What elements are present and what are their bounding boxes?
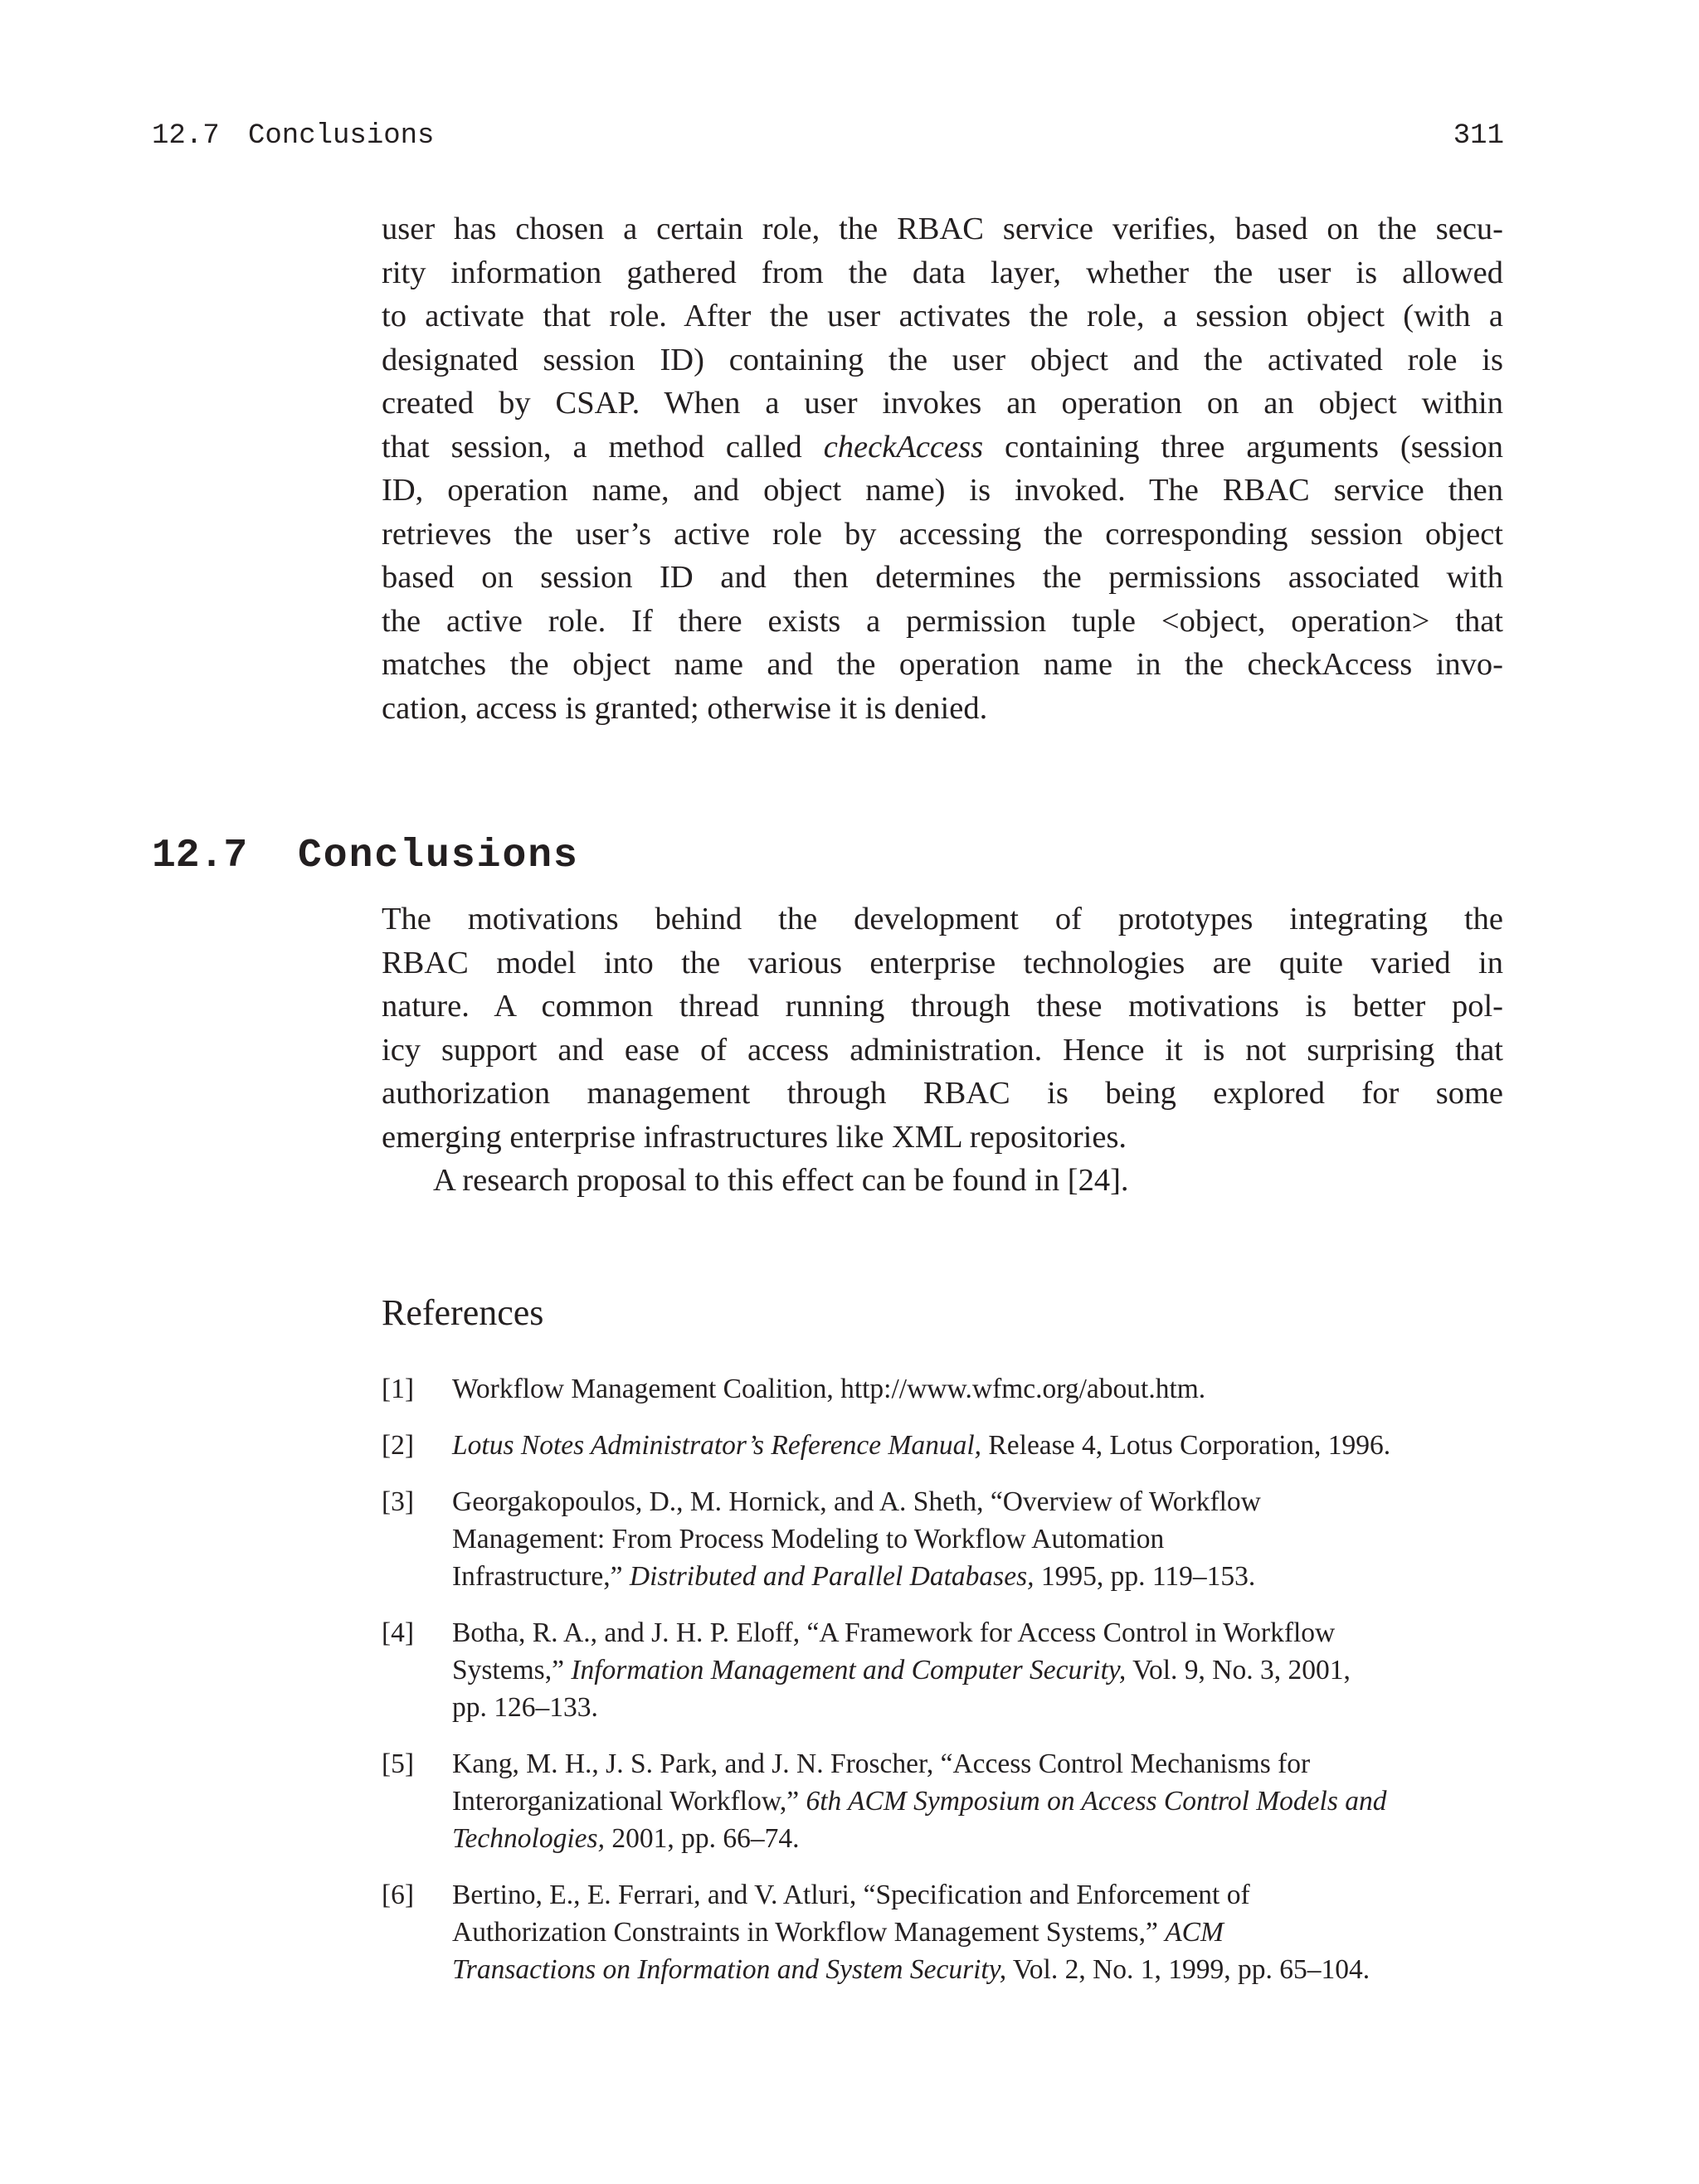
reference-details: Vol. 2, No. 1, 1999, pp. 65–104. — [1006, 1954, 1370, 1985]
reference-list — [382, 1370, 1503, 2007]
reference-item — [382, 1876, 1503, 1988]
body-line: matches the object name and the operation name in the checkAccess invo- — [382, 647, 1503, 682]
reference-item — [382, 1483, 1503, 1595]
body-line — [382, 426, 1503, 469]
reference-text — [452, 1651, 1503, 1689]
reference-text — [452, 1558, 1503, 1595]
reference-details: Interorganizational Workflow,” — [452, 1786, 806, 1817]
reference-item — [382, 1370, 1503, 1408]
reference-label: [3] — [382, 1486, 415, 1517]
section-title: Conclusions — [298, 834, 579, 878]
body-line: rity information gathered from the data layer, whether the user is allowed — [382, 255, 1503, 290]
body-line: created by CSAP. When a user invokes an operation on an object within — [382, 386, 1503, 421]
reference-item — [382, 1614, 1503, 1726]
body-text: that session, a method called — [382, 429, 824, 465]
reference-details: 2001, pp. 66–74. — [604, 1823, 800, 1854]
conclusions-paragraph — [382, 897, 1503, 1203]
reference-text: Kang, M. H., J. S. Park, and J. N. Froscher, “Access Control Mechanisms for — [452, 1749, 1311, 1779]
reference-label: [5] — [382, 1749, 415, 1779]
body-line: nature. A common thread running through these motivations is better pol- — [382, 989, 1503, 1024]
body-line: designated session ID) containing the user object and the activated role is — [382, 342, 1503, 377]
references-heading: References — [382, 1292, 544, 1333]
running-head — [152, 118, 1504, 154]
reference-text: Workflow Management Coalition, http://www.wfmc.org/about.htm. — [452, 1374, 1206, 1404]
reference-item — [382, 1427, 1503, 1464]
reference-label: [1] — [382, 1374, 415, 1404]
reference-venue: Transactions on Information and System Security, — [452, 1954, 1007, 1985]
reference-details: Vol. 9, No. 3, 2001, — [1126, 1655, 1351, 1685]
reference-label: [6] — [382, 1880, 415, 1910]
reference-text — [452, 1951, 1503, 1988]
method-name: checkAccess — [823, 429, 984, 465]
reference-text — [452, 1914, 1503, 1951]
reference-text: Bertino, E., E. Ferrari, and V. Atluri, “Specification and Enforcement of — [452, 1880, 1250, 1910]
reference-label: [2] — [382, 1430, 415, 1461]
reference-details: Release 4, Lotus Corporation, 1996. — [981, 1430, 1391, 1461]
body-line: to activate that role. After the user activates the role, a session object (with a — [382, 299, 1503, 333]
body-line: ID, operation name, and object name) is invoked. The RBAC service then — [382, 473, 1503, 508]
reference-venue: Information Management and Computer Security, — [571, 1655, 1127, 1685]
reference-venue: Distributed and Parallel Databases, — [629, 1561, 1034, 1592]
reference-text — [452, 1820, 1503, 1857]
reference-item — [382, 1745, 1503, 1857]
reference-venue: Technologies, — [452, 1823, 605, 1854]
reference-text: Management: From Process Modeling to Workflow Automation — [452, 1524, 1165, 1554]
reference-text: pp. 126–133. — [452, 1692, 598, 1723]
reference-label: [4] — [382, 1617, 415, 1648]
body-paragraph — [382, 207, 1503, 730]
reference-details: Infrastructure,” — [452, 1561, 630, 1592]
body-line: A research proposal to this effect can be found in [24]. — [433, 1163, 1129, 1198]
reference-details: Systems,” — [452, 1655, 572, 1685]
page-number: 311 — [1453, 120, 1504, 152]
body-line: retrieves the user’s active role by accessing the corresponding session object — [382, 516, 1503, 552]
reference-text: Botha, R. A., and J. H. P. Eloff, “A Framework for Access Control in Workflow — [452, 1617, 1336, 1648]
body-line: RBAC model into the various enterprise technologies are quite varied in — [382, 945, 1503, 980]
body-text: containing three arguments (session — [983, 429, 1503, 465]
reference-title: Lotus Notes Administrator’s Reference Manual, — [452, 1430, 982, 1461]
reference-details: 1995, pp. 119–153. — [1034, 1561, 1256, 1592]
body-line: icy support and ease of access administration. Hence it is not surprising that — [382, 1032, 1503, 1068]
reference-text — [452, 1427, 1503, 1464]
body-line: user has chosen a certain role, the RBAC service verifies, based on the secu- — [382, 212, 1503, 246]
reference-text — [452, 1783, 1503, 1820]
body-line: authorization management through RBAC is being explored for some — [382, 1076, 1503, 1111]
reference-text: Georgakopoulos, D., M. Hornick, and A. Sheth, “Overview of Workflow — [452, 1486, 1261, 1517]
reference-details: Authorization Constraints in Workflow Management Systems,” — [452, 1917, 1166, 1948]
reference-venue: ACM — [1165, 1917, 1224, 1948]
reference-venue: 6th ACM Symposium on Access Control Models and — [806, 1786, 1387, 1817]
body-line: emerging enterprise infrastructures like XML repositories. — [382, 1119, 1127, 1155]
running-head-section-title: Conclusions — [248, 120, 435, 152]
section-number: 12.7 — [152, 834, 248, 878]
body-line: cation, access is granted; otherwise it is denied. — [382, 690, 988, 726]
body-line: The motivations behind the development of prototypes integrating the — [382, 902, 1503, 936]
body-line: the active role. If there exists a permission tuple <object, operation> that — [382, 603, 1503, 639]
running-head-section-number: 12.7 — [152, 120, 220, 152]
body-line: based on session ID and then determines the permissions associated with — [382, 560, 1503, 595]
